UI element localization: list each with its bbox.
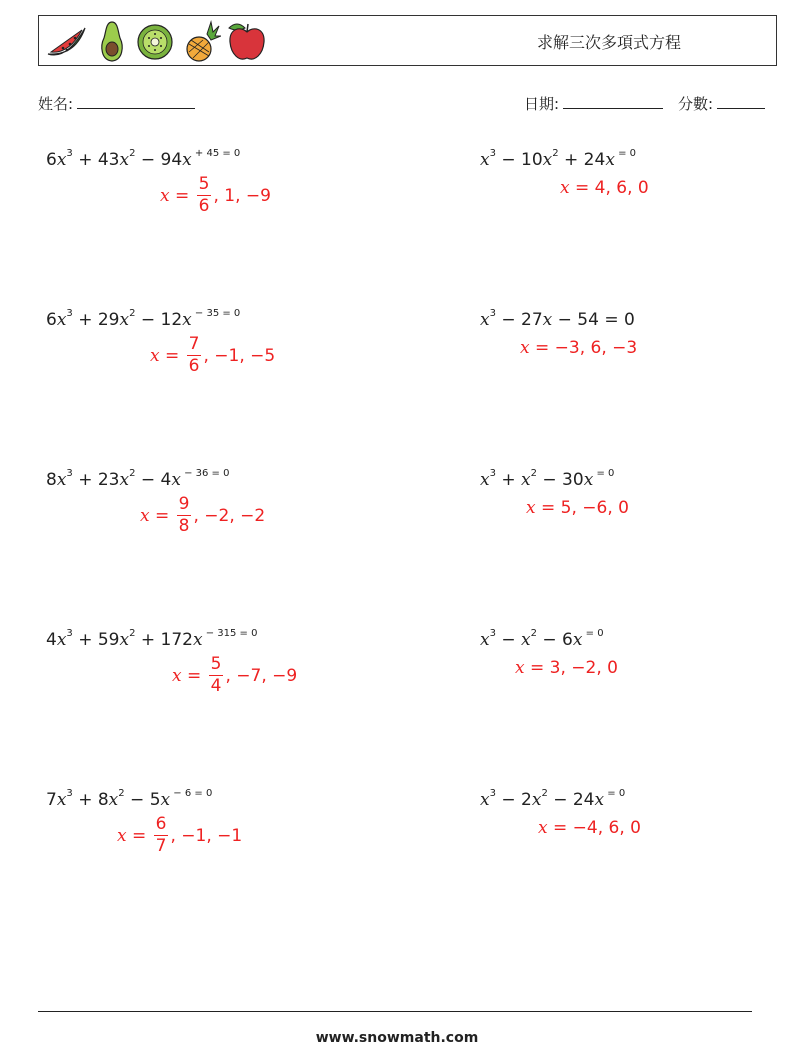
fraction-denominator: 6 [198, 196, 210, 216]
eq-text: + [495, 470, 522, 490]
eq-text: + 24 [558, 150, 606, 170]
eq-variable: x [56, 790, 67, 810]
header-box [38, 15, 777, 66]
eq-exponent: − 36 = 0 [180, 468, 230, 480]
answer-variable: x [150, 345, 160, 366]
eq-exponent: 3 [66, 628, 73, 640]
eq-variable: x [480, 630, 490, 650]
eq-text: 4 [46, 630, 57, 650]
date-label: 日期: [524, 95, 560, 113]
answer [150, 336, 275, 375]
eq-variable: x [480, 310, 490, 330]
answer-variable: x [560, 178, 570, 198]
eq-exponent: 2 [118, 788, 125, 800]
answer [560, 178, 649, 198]
eq-variable: x [583, 470, 594, 490]
eq-variable: x [531, 790, 542, 810]
answer-roots: −3, 6, −3 [554, 338, 638, 358]
eq-text: + 8 [72, 790, 109, 810]
name-field [38, 93, 195, 114]
eq-text: − 24 [547, 790, 595, 810]
eq-exponent: 2 [552, 148, 559, 160]
answer-variable: x [538, 818, 548, 838]
answer-equals: = [149, 505, 175, 526]
score-label: 分數: [678, 95, 714, 113]
answer [140, 496, 265, 535]
fraction-denominator: 8 [178, 516, 190, 536]
eq-variable: x [119, 310, 130, 330]
answer-equals: = [529, 338, 555, 358]
answer [172, 656, 297, 695]
footer-rule [38, 1011, 752, 1012]
score-blank[interactable] [717, 94, 765, 109]
fraction-numerator: 7 [188, 334, 200, 354]
eq-variable: x [594, 790, 605, 810]
answer-variable: x [515, 658, 525, 678]
eq-exponent: = 0 [604, 788, 626, 800]
footer-url: www.snowmath.com [315, 1030, 479, 1046]
eq-text: − 5 [124, 790, 161, 810]
eq-variable: x [480, 150, 490, 170]
answer [526, 498, 629, 518]
eq-exponent: 2 [129, 628, 136, 640]
eq-exponent: 2 [530, 468, 537, 480]
eq-text: − [495, 630, 522, 650]
eq-text: − 10 [495, 150, 543, 170]
kiwi-icon [135, 18, 175, 64]
answer-fraction [209, 656, 224, 695]
date-blank[interactable] [563, 94, 663, 109]
problem-equation [480, 150, 636, 170]
name-label: 姓名: [38, 95, 74, 113]
eq-variable: x [542, 150, 553, 170]
eq-exponent: − 6 = 0 [170, 788, 213, 800]
answer-fraction [197, 176, 212, 215]
fraction-denominator: 7 [155, 836, 167, 856]
answer-equals: = [535, 498, 561, 518]
eq-exponent: 3 [489, 628, 496, 640]
eq-variable: x [192, 630, 203, 650]
watermelon-icon [45, 18, 89, 64]
eq-text: − 27 [495, 310, 543, 330]
answer-variable: x [172, 665, 182, 686]
eq-text: 6 [46, 150, 57, 170]
eq-exponent: 3 [489, 308, 496, 320]
eq-text: − 30 [537, 470, 584, 490]
answer-roots: 4, 6, 0 [594, 178, 649, 198]
fraction-denominator: 4 [210, 676, 222, 696]
eq-variable: x [56, 150, 67, 170]
eq-exponent: 2 [541, 788, 548, 800]
eq-exponent: 3 [66, 308, 73, 320]
pineapple-icon [181, 18, 221, 64]
answer-fraction [187, 336, 202, 375]
eq-variable: x [160, 790, 171, 810]
worksheet-title: 求解三次多項式方程 [536, 33, 681, 52]
eq-text: 8 [46, 470, 57, 490]
answer [520, 338, 637, 358]
fraction-numerator: 5 [210, 654, 222, 674]
eq-exponent: = 0 [593, 468, 615, 480]
answer-variable: x [526, 498, 536, 518]
eq-exponent: = 0 [582, 628, 604, 640]
eq-variable: x [182, 150, 192, 170]
eq-variable: x [182, 310, 192, 330]
answer-roots: , −7, −9 [225, 665, 298, 686]
eq-text: − 12 [135, 310, 183, 330]
problem-equation [46, 630, 257, 650]
eq-variable: x [480, 790, 490, 810]
answer-fraction [177, 496, 192, 535]
eq-text: + 43 [72, 150, 120, 170]
answer [538, 818, 641, 838]
answer-equals: = [524, 658, 550, 678]
eq-exponent: 3 [489, 148, 496, 160]
answer-variable: x [160, 185, 170, 206]
fraction-numerator: 5 [198, 174, 210, 194]
eq-text: 6 [46, 310, 57, 330]
problem-equation [480, 630, 604, 650]
eq-text: + 172 [135, 630, 193, 650]
eq-text: − 94 [135, 150, 183, 170]
eq-variable: x [572, 630, 583, 650]
fraction-numerator: 6 [155, 814, 167, 834]
problem-equation [480, 310, 635, 330]
eq-exponent: 2 [129, 148, 136, 160]
eq-variable: x [542, 310, 553, 330]
eq-variable: x [605, 150, 615, 170]
answer-equals: = [126, 825, 152, 846]
eq-exponent: 3 [66, 468, 73, 480]
answer-variable: x [117, 825, 127, 846]
answer-variable: x [520, 338, 530, 358]
answer-fraction [154, 816, 169, 855]
eq-exponent: 2 [129, 468, 136, 480]
eq-exponent: − 315 = 0 [202, 628, 258, 640]
eq-text: − 4 [135, 470, 172, 490]
eq-exponent: − 35 = 0 [191, 308, 241, 320]
answer-roots: , 1, −9 [213, 185, 271, 206]
eq-variable: x [119, 150, 130, 170]
eq-text: + 29 [72, 310, 120, 330]
eq-variable: x [521, 470, 531, 490]
eq-text: + 59 [72, 630, 120, 650]
eq-exponent: 2 [129, 308, 136, 320]
eq-exponent: + 45 = 0 [191, 148, 241, 160]
answer-equals: = [159, 345, 185, 366]
eq-exponent: 3 [66, 148, 73, 160]
problem-equation [480, 790, 625, 810]
answer-roots: , −1, −5 [203, 345, 276, 366]
eq-text: − 6 [537, 630, 573, 650]
fraction-denominator: 6 [188, 356, 200, 376]
eq-variable: x [108, 790, 119, 810]
name-blank[interactable] [77, 94, 195, 109]
eq-exponent: = 0 [614, 148, 637, 160]
answer [160, 176, 271, 215]
answer-equals: = [569, 178, 595, 198]
eq-exponent: 3 [489, 788, 496, 800]
fraction-numerator: 9 [178, 494, 190, 514]
eq-variable: x [56, 310, 67, 330]
eq-variable: x [56, 630, 67, 650]
date-field [524, 93, 663, 114]
problem-equation [46, 150, 240, 170]
apple-icon [225, 18, 269, 64]
answer-roots: , −1, −1 [170, 825, 243, 846]
eq-exponent: 3 [66, 788, 73, 800]
problem-equation [46, 470, 229, 490]
eq-variable: x [171, 470, 181, 490]
problem-equation [46, 790, 212, 810]
eq-text: − 54 = 0 [552, 310, 635, 330]
eq-variable: x [521, 630, 531, 650]
answer-roots: 3, −2, 0 [549, 658, 618, 678]
score-field [678, 93, 765, 114]
problem-equation [46, 310, 240, 330]
answer-roots: −4, 6, 0 [572, 818, 641, 838]
eq-text: + 23 [72, 470, 120, 490]
answer-equals: = [547, 818, 573, 838]
avocado-icon [97, 18, 127, 64]
eq-variable: x [119, 630, 130, 650]
problem-equation [480, 470, 614, 490]
eq-variable: x [480, 470, 490, 490]
eq-text: 7 [46, 790, 57, 810]
eq-exponent: 3 [489, 468, 496, 480]
answer-variable: x [140, 505, 150, 526]
answer-equals: = [181, 665, 207, 686]
answer [117, 816, 242, 855]
eq-variable: x [119, 470, 130, 490]
eq-variable: x [56, 470, 67, 490]
answer [515, 658, 618, 678]
eq-text: − 2 [495, 790, 532, 810]
answer-roots: 5, −6, 0 [560, 498, 629, 518]
eq-exponent: 2 [530, 628, 537, 640]
answer-roots: , −2, −2 [193, 505, 266, 526]
answer-equals: = [169, 185, 195, 206]
